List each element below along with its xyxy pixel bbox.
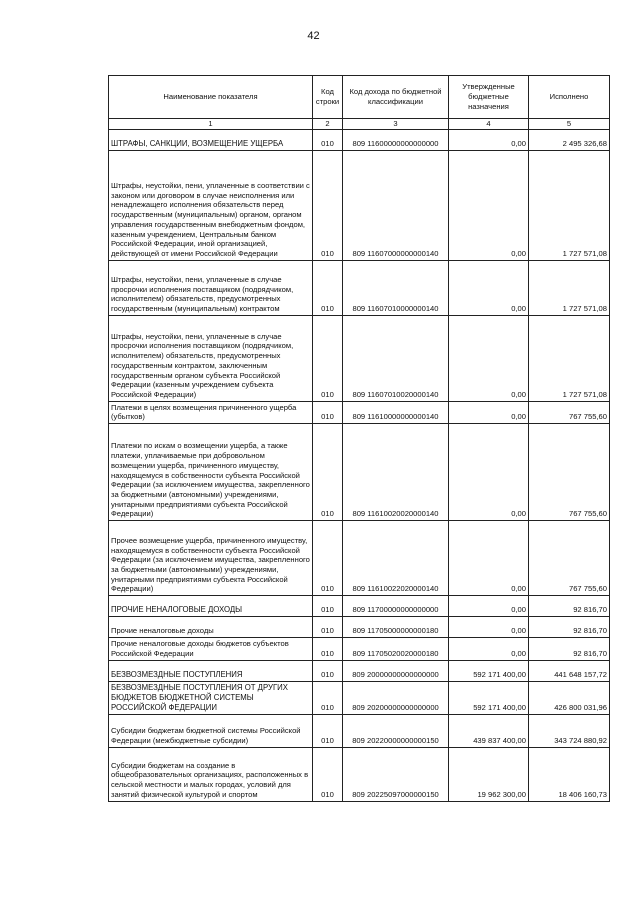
header-row: [109, 76, 610, 119]
row-kbk: 809 11610000000000140: [343, 401, 449, 423]
row-plan: 439 837 400,00: [449, 714, 529, 747]
table-row: [109, 150, 610, 260]
row-name: Субсидии бюджетам на создание в общеобразовательных организациях, расположенных в сельской местности и малых городах, условий для занятий физической культурой и спортом: [109, 747, 313, 801]
row-done: 2 495 326,68: [529, 129, 610, 150]
row-plan: 592 171 400,00: [449, 681, 529, 714]
row-done: 18 406 160,73: [529, 747, 610, 801]
header-kbk: Код дохода по бюджетной классификации: [343, 76, 449, 119]
row-code: 010: [313, 129, 343, 150]
row-plan: 0,00: [449, 617, 529, 638]
row-done: 767 755,60: [529, 424, 610, 521]
row-name: БЕЗВОЗМЕЗДНЫЕ ПОСТУПЛЕНИЯ ОТ ДРУГИХ БЮДЖЕТОВ БЮДЖЕТНОЙ СИСТЕМЫ РОССИЙСКОЙ ФЕДЕРАЦИИ: [109, 681, 313, 714]
row-plan: 0,00: [449, 129, 529, 150]
table-row: [109, 660, 610, 681]
row-code: 010: [313, 260, 343, 315]
row-kbk: 809 11705020020000180: [343, 638, 449, 660]
row-name: Прочее возмещение ущерба, причиненного имуществу, находящемуся в собственности субъекта Российской Федерации (за исключением имущества, закрепленного за бюджетными (автономными) учреждениями, унитарными предприятиями субъекта Российской Федерации): [109, 521, 313, 596]
row-done: 1 727 571,08: [529, 150, 610, 260]
row-done: 1 727 571,08: [529, 315, 610, 401]
row-name: Штрафы, неустойки, пени, уплаченные в случае просрочки исполнения поставщиком (подрядчиком, исполнителем) обязательств, предусмотренных государственным (муниципальным) контрактом: [109, 260, 313, 315]
table-row: [109, 747, 610, 801]
row-code: 010: [313, 747, 343, 801]
column-number: 3: [343, 119, 449, 130]
row-kbk: 809 11705000000000180: [343, 617, 449, 638]
header-code: Код строки: [313, 76, 343, 119]
row-code: 010: [313, 714, 343, 747]
row-name: Платежи по искам о возмещении ущерба, а также платежи, уплачиваемые при добровольном возмещении ущерба, причиненного имуществу, находящемуся в собственности субъекта Российской Федерации (за исключением имущества, закрепленного за бюджетными (автономными) учреждениями, унитарными предприятиями субъекта Российской Федерации): [109, 424, 313, 521]
row-name: БЕЗВОЗМЕЗДНЫЕ ПОСТУПЛЕНИЯ: [109, 660, 313, 681]
row-code: 010: [313, 617, 343, 638]
table-row: [109, 681, 610, 714]
row-done: 767 755,60: [529, 521, 610, 596]
column-number: 5: [529, 119, 610, 130]
row-plan: 0,00: [449, 315, 529, 401]
row-code: 010: [313, 424, 343, 521]
column-number: 2: [313, 119, 343, 130]
column-number-row: [109, 119, 610, 130]
row-code: 010: [313, 521, 343, 596]
row-plan: 0,00: [449, 260, 529, 315]
table-row: [109, 424, 610, 521]
row-code: 010: [313, 660, 343, 681]
header-name: Наименование показателя: [109, 76, 313, 119]
row-code: 010: [313, 150, 343, 260]
row-plan: 0,00: [449, 521, 529, 596]
row-kbk: 809 11600000000000000: [343, 129, 449, 150]
row-name: Прочие неналоговые доходы: [109, 617, 313, 638]
row-plan: 0,00: [449, 424, 529, 521]
table-row: [109, 617, 610, 638]
row-plan: 19 962 300,00: [449, 747, 529, 801]
table-row: [109, 129, 610, 150]
row-kbk: 809 11607010020000140: [343, 315, 449, 401]
row-plan: 0,00: [449, 150, 529, 260]
row-name: Штрафы, неустойки, пени, уплаченные в соответствии с законом или договором в случае неисполнения или ненадлежащего исполнения обязательств перед государственным (муниципальным) органом, органом управления государственным внебюджетным фондом, казенным учреждением, Центральным банком Российской Федерации, иной организацией, действующей от имени Российской Федерации: [109, 150, 313, 260]
row-code: 010: [313, 681, 343, 714]
column-number: 1: [109, 119, 313, 130]
row-kbk: 809 11607000000000140: [343, 150, 449, 260]
row-plan: 0,00: [449, 596, 529, 617]
table-row: [109, 521, 610, 596]
budget-execution-table: [108, 75, 610, 802]
row-done: 92 816,70: [529, 596, 610, 617]
row-done: 426 800 031,96: [529, 681, 610, 714]
row-name: Прочие неналоговые доходы бюджетов субъектов Российской Федерации: [109, 638, 313, 660]
row-kbk: 809 20220000000000150: [343, 714, 449, 747]
table-row: [109, 596, 610, 617]
row-code: 010: [313, 596, 343, 617]
row-kbk: 809 11610022020000140: [343, 521, 449, 596]
row-plan: 0,00: [449, 401, 529, 423]
row-code: 010: [313, 315, 343, 401]
row-kbk: 809 20225097000000150: [343, 747, 449, 801]
row-plan: 0,00: [449, 638, 529, 660]
row-done: 92 816,70: [529, 617, 610, 638]
table-row: [109, 638, 610, 660]
row-done: 343 724 880,92: [529, 714, 610, 747]
table-row: [109, 260, 610, 315]
row-name: Субсидии бюджетам бюджетной системы Российской Федерации (межбюджетные субсидии): [109, 714, 313, 747]
row-done: 92 816,70: [529, 638, 610, 660]
row-name: Платежи в целях возмещения причиненного ущерба (убытков): [109, 401, 313, 423]
row-kbk: 809 11700000000000000: [343, 596, 449, 617]
row-done: 767 755,60: [529, 401, 610, 423]
row-plan: 592 171 400,00: [449, 660, 529, 681]
row-kbk: 809 20000000000000000: [343, 660, 449, 681]
header-plan: Утвержденные бюджетные назначения: [449, 76, 529, 119]
row-code: 010: [313, 401, 343, 423]
table-row: [109, 315, 610, 401]
header-done: Исполнено: [529, 76, 610, 119]
row-code: 010: [313, 638, 343, 660]
row-kbk: 809 20200000000000000: [343, 681, 449, 714]
row-done: 1 727 571,08: [529, 260, 610, 315]
row-kbk: 809 11607010000000140: [343, 260, 449, 315]
row-done: 441 648 157,72: [529, 660, 610, 681]
column-number: 4: [449, 119, 529, 130]
page-number: 42: [307, 30, 320, 42]
table-row: [109, 714, 610, 747]
table-row: [109, 401, 610, 423]
row-name: ШТРАФЫ, САНКЦИИ, ВОЗМЕЩЕНИЕ УЩЕРБА: [109, 129, 313, 150]
row-name: ПРОЧИЕ НЕНАЛОГОВЫЕ ДОХОДЫ: [109, 596, 313, 617]
row-name: Штрафы, неустойки, пени, уплаченные в случае просрочки исполнения поставщиком (подрядчиком, исполнителем) обязательств, предусмотренных государственным контрактом, заключенным государственным органом субъекта Российской Федерации (казенным учреждением субъекта Российской Федерации): [109, 315, 313, 401]
row-kbk: 809 11610020020000140: [343, 424, 449, 521]
